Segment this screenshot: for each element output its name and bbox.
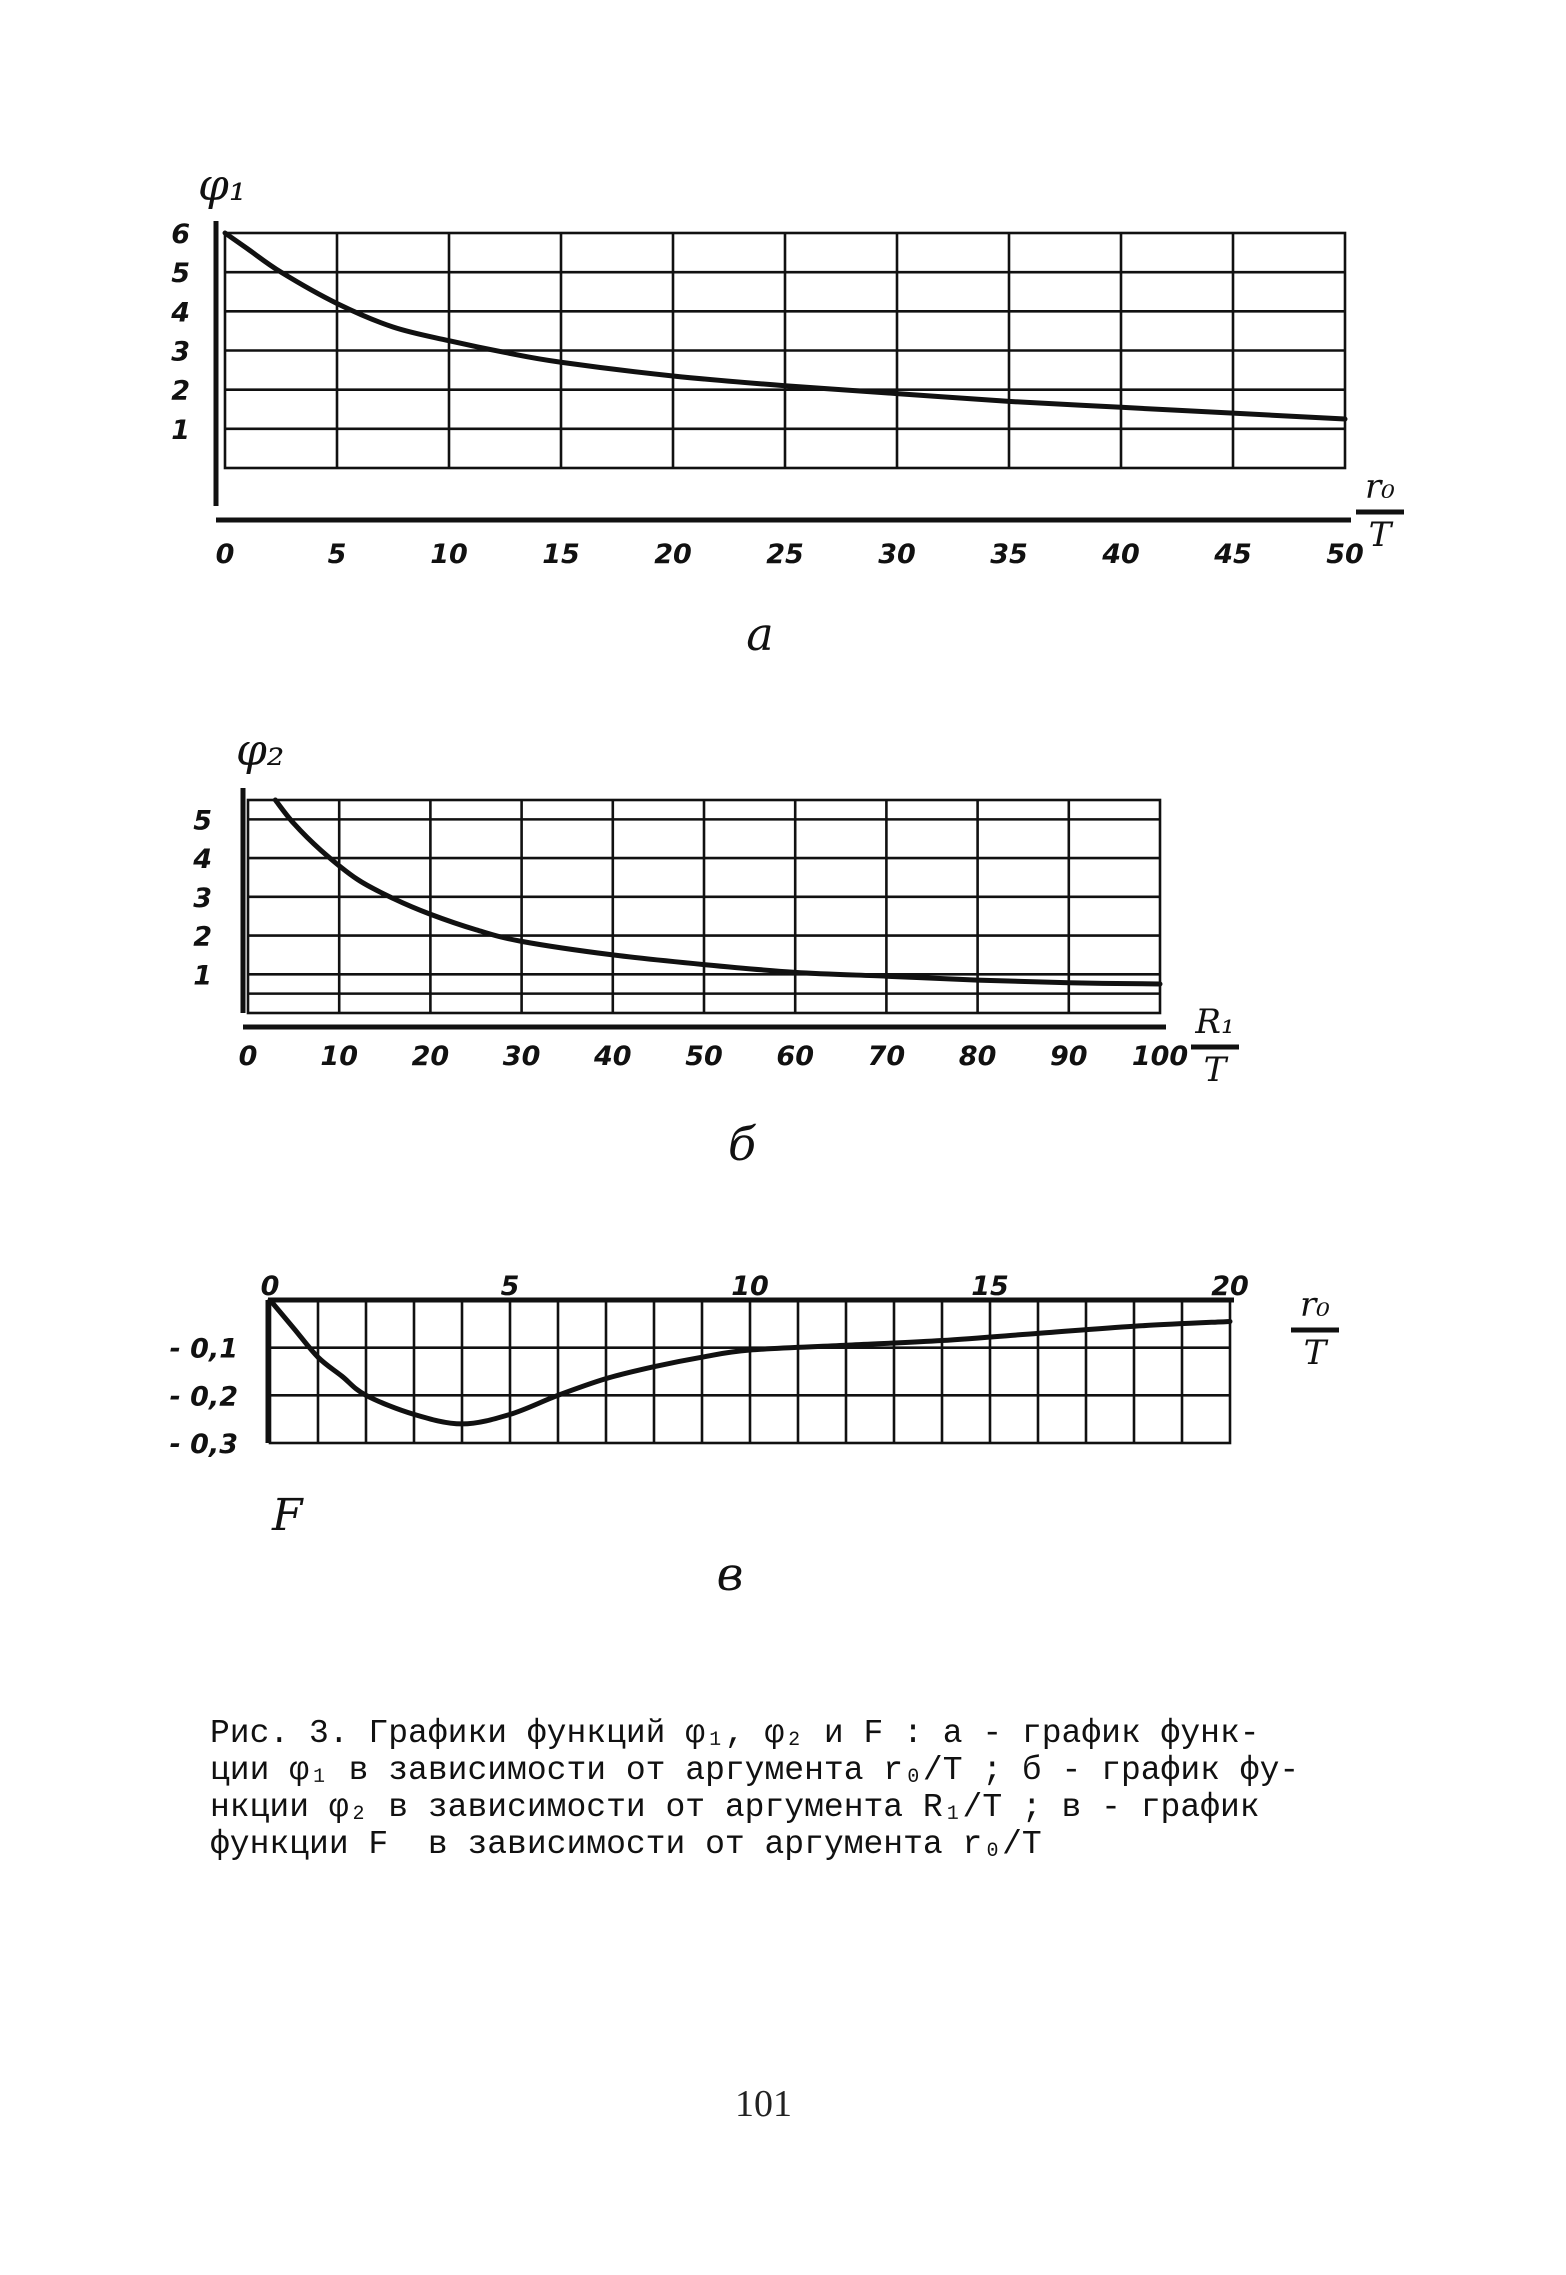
panel-2-x-label-denominator: T [1203, 1050, 1227, 1090]
panel-2-y-tick-label: 2 [193, 921, 212, 953]
panel-1-letter: а [746, 607, 774, 661]
panel-3-x-tick-label: 10 [731, 1271, 769, 1302]
panel-3-letter: в [716, 1547, 744, 1601]
panel-3-y-axis-label: F [272, 1490, 303, 1541]
panel-1-x-tick-label: 50 [1326, 539, 1364, 570]
panel-1-x-tick-label: 25 [766, 539, 804, 570]
panel-3-y-tick-label: - 0,1 [169, 1333, 238, 1365]
panel-2-series-1-line [275, 800, 1160, 984]
panel-3-y-tick-label: - 0,2 [169, 1381, 238, 1413]
panel-1-y-tick-label: 2 [171, 375, 190, 407]
panel-3-x-tick-label: 0 [260, 1271, 280, 1302]
panel-3-y-tick-label: - 0,3 [169, 1429, 238, 1460]
panel-3-x-label-denominator: T [1303, 1333, 1327, 1373]
panel-2-x-tick-label: 80 [958, 1041, 997, 1072]
panel-2-y-tick-label: 5 [193, 805, 212, 837]
panel-2-x-tick-label: 90 [1050, 1041, 1088, 1072]
panel-2-x-tick-label: 10 [320, 1041, 358, 1072]
panel-1-x-tick-label: 35 [990, 539, 1028, 570]
panel-2-x-tick-label: 30 [502, 1041, 541, 1072]
panel-1-x-tick-label: 40 [1102, 539, 1140, 570]
panel-3-x-tick-label: 5 [500, 1271, 520, 1302]
panel-1-x-tick-label: 45 [1214, 539, 1252, 570]
page-number: 101 [735, 2083, 792, 2125]
panel-2-x-tick-label: 100 [1131, 1041, 1189, 1072]
panel-2-x-tick-label: 0 [238, 1041, 258, 1072]
panel-3-x-tick-label: 15 [971, 1271, 1009, 1302]
panel-1-y-tick-label: 1 [171, 414, 190, 446]
panel-2-y-tick-label: 4 [193, 844, 212, 876]
panel-2-letter: б [727, 1117, 757, 1171]
panel-1-x-tick-label: 5 [327, 539, 347, 570]
panel-2-y-axis-label: φ₂ [236, 725, 285, 776]
panel-1-y-tick-label: 3 [171, 336, 190, 368]
panel-1-x-tick-label: 30 [878, 539, 916, 570]
panel-2-x-tick-label: 60 [776, 1041, 814, 1072]
panel-1-x-label-denominator: T [1368, 515, 1392, 555]
panel-1-y-tick-label: 5 [171, 258, 190, 290]
figure-caption: Рис. 3. Графики функций φ₁, φ₂ и F : а - график функ- ции φ₁ в зависимости от аргумента r₀/T ; б - график фу- нкции φ₂ в зависимости от аргумента R₁/T ; в - график функции F в зависимости от аргумента r₀/T [210, 1715, 1300, 1863]
panel-1-y-tick-label: 4 [171, 297, 190, 329]
panel-1-y-tick-label: 6 [171, 219, 190, 250]
panel-2-x-tick-label: 50 [685, 1041, 723, 1072]
panel-1-x-tick-label: 15 [542, 539, 580, 570]
panel-2-y-tick-label: 3 [193, 882, 212, 914]
panel-2-x-tick-label: 70 [867, 1041, 906, 1072]
panel-2-x-label-numerator: R₁ [1195, 1002, 1235, 1042]
panel-1-x-tick-label: 20 [654, 539, 692, 570]
panel-1-x-tick-label: 10 [430, 539, 468, 570]
panel-2-x-tick-label: 20 [411, 1041, 450, 1072]
panel-3-x-tick-label: 20 [1211, 1271, 1249, 1302]
panel-2-y-tick-label: 1 [193, 960, 212, 992]
panel-1-x-tick-label: 0 [215, 539, 235, 570]
panel-2-x-tick-label: 40 [594, 1041, 632, 1072]
panel-1-y-axis-label: φ₁ [198, 160, 247, 211]
panel-3-x-label-numerator: r₀ [1300, 1285, 1330, 1325]
panel-1-x-label-numerator: r₀ [1365, 467, 1395, 507]
